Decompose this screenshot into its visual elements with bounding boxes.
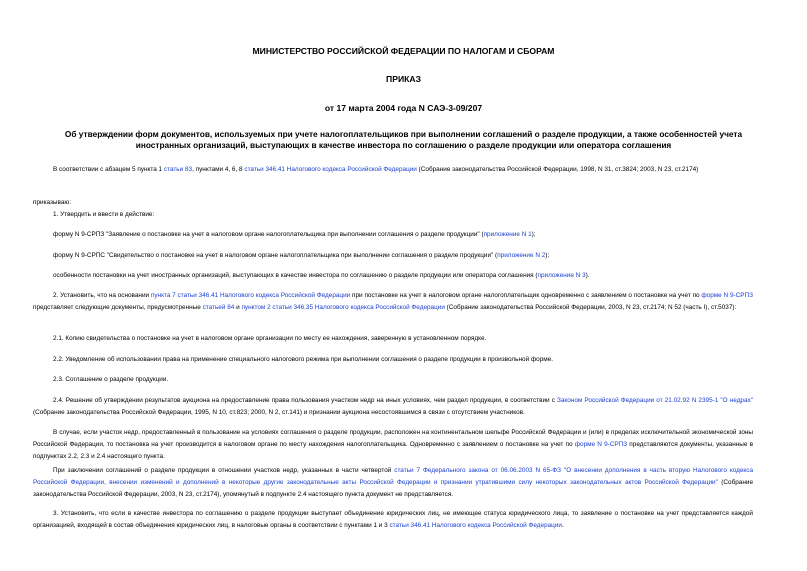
link-art-346-35-p2[interactable]: пунктом 2 статьи 346.35 Налогового кодекса Российской Федерации: [241, 304, 445, 311]
item-2-2: 2.2. Уведомление об использовании права на применение специального налогового режима при выполнении соглашения о разделе продукции в произвольной форме.: [53, 356, 553, 363]
preamble-paragraph: В соответствии с абзацем 5 пункта 1 статьи 83, пунктами 4, 6, 8 статьи 346.41 Налогового кодекса Российской Федерации (Собрание законодательства Российской Федерации, 1998, N 31, ст.3824; 2003, N 23, ст.2174): [53, 166, 699, 173]
link-form-9-srpz-2[interactable]: форме N 9-СРПЗ: [574, 441, 628, 448]
link-appendix-3[interactable]: приложение N 3: [537, 272, 586, 279]
form-3-line: особенности постановки на учет иностранных организаций, выступающих в качестве инвестора по соглашению о разделе продукции или оператора соглашения (приложение N 3).: [53, 272, 590, 279]
link-form-9-srpz[interactable]: форме N 9-СРПЗ: [701, 292, 753, 299]
form-2-line: форму N 9-СРПС "Свидетельство о постановке на учет в налоговом органе налогоплательщика при выполнении соглашения о разделе продукции" (приложение N 2);: [53, 252, 550, 259]
item-3-paragraph: 3. Установить, что если в качестве инвестора по соглашению о разделе продукции выступает объединение юридических лиц, не имеющее статуса юридического лица, то заявление о постановке на учет представляется каждой организацией, входящей в состав объединения юридических лиц, в налоговые органы в соответствии с пунктами 1 и 3 статьи 346.41 Налогового кодекса Российской Федерации.: [33, 510, 753, 529]
item-1: 1. Утвердить и ввести в действие:: [53, 211, 155, 218]
form-1-line: форму N 9-СРПЗ "Заявление о постановке на учет в налоговом органе налогоплательщика при выполнении соглашения о разделе продукции" (приложение N 1);: [53, 231, 536, 238]
link-law-on-subsoil[interactable]: Законом Российской Федерации от 21.02.92 N 2395-1 "О недрах": [557, 397, 753, 404]
title-line-1: Об утверждении форм документов, используемых при учете налогоплательщиков при выполнении соглашений о разделе продукции, а также особенностей учета: [64, 129, 743, 139]
date-number-heading: от 17 марта 2004 года N САЭ-3-09/207: [324, 103, 483, 113]
item-2-1: 2.1. Копию свидетельства о постановке на учет в налоговом органе организации по месту ее нахождения, заверенную в установленном порядке.: [53, 335, 487, 342]
agreements-paragraph: При заключении соглашений о разделе продукции в отношении участков недр, указанных в части четвертой статьи 7 Федерального закона от 06.06.2003 N 65-ФЗ "О внесении дополнения в часть вторую Налогового кодекса Российской Федерации, внесении изменений и дополнений в некоторые другие законодательные акты Российской Федерации и признании утратившими силу некоторых законодательных актов Российской Федерации" (Собрание законодательства Российской Федерации, 2003, N 23, ст.2174), упомянутый в подпункте 2.4 настоящего пункта документ не представляется.: [33, 467, 753, 498]
item-2-paragraph: 2. Установить, что на основании пункта 7 статьи 346.41 Налогового кодекса Российской Федерации при постановке на учет в налоговом органе налогоплательщик одновременно с заявлением о постановке на учет по форме N 9-СРПЗ представляет следующие документы, предусмотренные статьей 84 и пунктом 2 статьи 346.35 Налогового кодекса Российской Федерации (Собрание законодательства Российской Федерации, 2003, N 23, ст.2174; N 52 (часть I), ст.5037):: [33, 292, 753, 311]
link-appendix-1[interactable]: приложение N 1: [483, 231, 532, 238]
link-art-346-41-p7[interactable]: пункта 7 статьи 346.41 Налогового кодекса Российской Федерации: [150, 292, 351, 299]
link-article-84[interactable]: статьей 84: [202, 304, 235, 311]
title-line-2: иностранных организаций, выступающих в качестве инвестора по соглашению о разделе продукции или оператора соглашения: [135, 140, 672, 150]
link-article-346-41-2[interactable]: статьи 346.41 Налогового кодекса Российской Федерации: [389, 522, 562, 529]
item-2-4-paragraph: 2.4. Решение об утверждении результатов аукциона на предоставление права пользования участком недр на иных условиях, чем раздел продукции, в соответствии с Законом Российской Федерации от 21.02.92 N 2395-1 "О недрах" (Собрание законодательства Российской Федерации, 1995, N 10, ст.823; 2000, N 2, ст.141) и признании аукциона несостоявшимся в связи с отсутствием участников.: [33, 397, 753, 416]
shelf-paragraph: В случае, если участок недр, предоставленный в пользование на условиях соглашения о разделе продукции, расположен на континентальном шельфе Российской Федерации и (или) в пределах исключительной экономической зоны Российской Федерации, то постановка на учет производится в налоговом органе по месту нахождения налогоплательщика. Одновременно с заявлением о постановке на учет по форме N 9-СРПЗ представляются документы, указанные в подпунктах 2.2, 2.3 и 2.4 настоящего пункта.: [33, 429, 754, 460]
link-article-83[interactable]: статьи 83: [163, 166, 193, 173]
item-2-3: 2.3. Соглашение о разделе продукции.: [53, 376, 169, 383]
link-appendix-2[interactable]: приложение N 2: [497, 252, 546, 259]
order-word: приказываю:: [33, 199, 71, 206]
ministry-heading: МИНИСТЕРСТВО РОССИЙСКОЙ ФЕДЕРАЦИИ ПО НАЛОГАМ И СБОРАМ: [252, 46, 555, 56]
link-federal-law-65-fz[interactable]: статьи 7 Федерального закона от 06.06.2003 N 65-ФЗ "О внесении дополнения в часть вторую Налогового кодекса Российской Федерации, внесении изменений и дополнений в некоторые другие законодательные акты Российской Федерации и признании утратившими силу некоторых законодательных актов Российской Федерации": [33, 467, 753, 486]
doc-type-heading: ПРИКАЗ: [386, 74, 421, 84]
link-article-346-41[interactable]: статьи 346.41 Налогового кодекса Российской Федерации: [244, 166, 417, 173]
